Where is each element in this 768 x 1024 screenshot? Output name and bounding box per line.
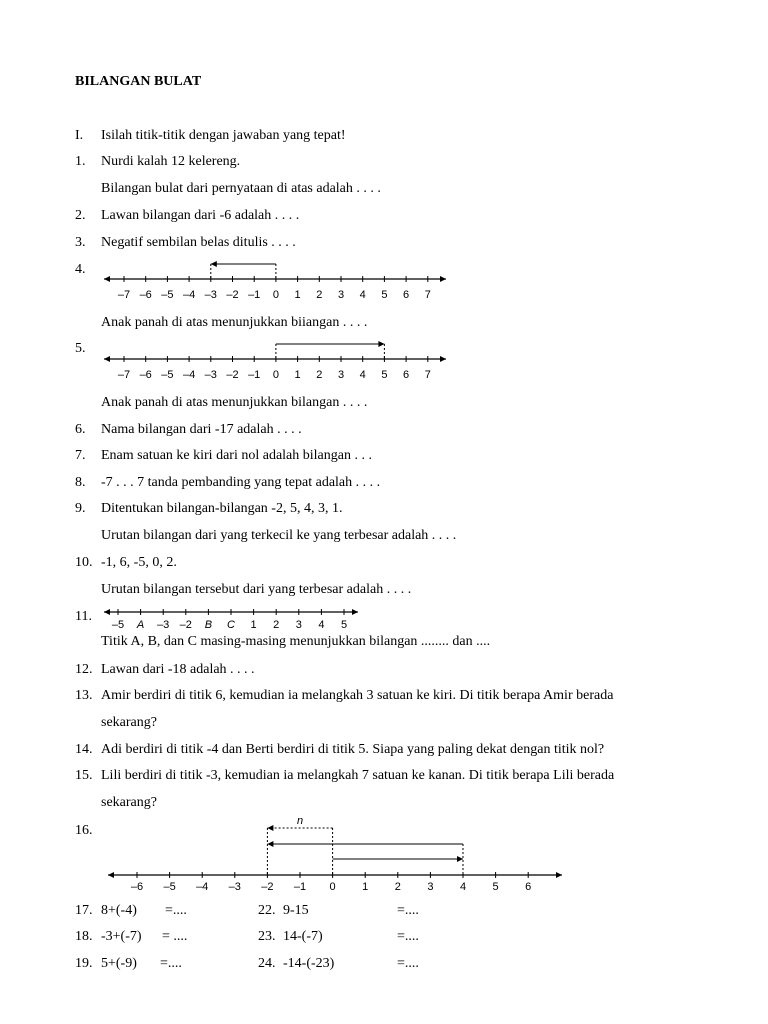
q18-expression: -3+(-7) (101, 929, 142, 944)
nl5-tick-label: 1 (294, 369, 301, 381)
nl16-tick-label: 2 (394, 881, 401, 893)
q2-number: 2. (75, 208, 86, 223)
nl16-tick-label: 3 (427, 881, 434, 893)
q9-text: Ditentukan bilangan-bilangan -2, 5, 4, 3, 1. (101, 501, 343, 516)
q22-expression: 9-15 (283, 903, 309, 918)
nl5-axis-left-arrow (104, 356, 110, 362)
nl16-tick-label: –6 (130, 881, 144, 893)
nl11-tick-label: –5 (111, 619, 125, 631)
nl4-tick-label: 2 (316, 289, 323, 301)
nl5-tick-label: 3 (337, 369, 345, 381)
q11-number: 11. (75, 609, 92, 624)
nl16-tick-label: 4 (459, 881, 467, 893)
nl11-tick-label: 1 (250, 619, 257, 631)
q18-answer-blank: = .... (162, 929, 188, 944)
q24-number: 24. (258, 956, 276, 971)
nl16-n-arrow-head (267, 825, 273, 831)
section-instruction: Isilah titik-titik dengan jawaban yang tepat! (101, 128, 346, 143)
q6-number: 6. (75, 422, 86, 437)
nl4-tick-label: –6 (139, 289, 152, 301)
q13-text-2: sekarang? (101, 715, 157, 730)
nl16-n-label: n (296, 815, 304, 827)
q23-answer-blank: =.... (397, 929, 419, 944)
nl4-arrow-head (211, 261, 217, 267)
nl11-tick-label: –3 (157, 619, 170, 631)
nl5-tick-label: 4 (359, 369, 366, 381)
q19-expression: 5+(-9) (101, 956, 137, 971)
q1-number: 1. (75, 154, 86, 169)
nl16-arrow1-head (267, 841, 273, 847)
nl4-tick-label: 6 (403, 289, 410, 301)
nl5-tick-label: 7 (424, 369, 431, 381)
nl4-tick-label: –1 (248, 289, 261, 301)
nl5-tick-label: –5 (161, 369, 174, 381)
q3-text: Negatif sembilan belas ditulis . . . . (101, 235, 296, 250)
q12-number: 12. (75, 662, 93, 677)
nl11-tick-label: 5 (340, 619, 348, 631)
nl11-tick-label: B (204, 619, 213, 631)
nl5-tick-label: –3 (204, 369, 217, 381)
q13-text: Amir berdiri di titik 6, kemudian ia melangkah 3 satuan ke kiri. Di titik berapa Amir berada (101, 688, 614, 703)
nl4-tick-label: 7 (424, 289, 431, 301)
nl11-tick-label: –2 (179, 619, 192, 631)
nl4-tick-label: –2 (226, 289, 239, 301)
q8-number: 8. (75, 475, 86, 490)
nl16-tick-label: 0 (329, 881, 336, 893)
nl16-tick-label: 1 (362, 881, 369, 893)
nl16-arrow2-head (457, 856, 463, 862)
q19-number: 19. (75, 956, 93, 971)
nl16-tick-label: –1 (293, 881, 307, 893)
nl4-tick-label: –4 (182, 289, 196, 301)
nl5-tick-label: 6 (403, 369, 410, 381)
nl4-tick-label: 0 (272, 289, 279, 301)
nl5-tick-label: –4 (182, 369, 196, 381)
q1-text: Nurdi kalah 12 kelereng. (101, 154, 241, 169)
nl4-tick-label: –5 (161, 289, 174, 301)
q18-number: 18. (75, 929, 93, 944)
nl4-tick-label: 3 (337, 289, 345, 301)
nl11-axis-right-arrow (352, 609, 358, 615)
nl11-tick-label: A (136, 619, 145, 631)
q19-answer-blank: =.... (160, 956, 182, 971)
nl5-tick-label: 2 (316, 369, 323, 381)
q15-number: 15. (75, 768, 93, 783)
q4-caption: Anak panah di atas menunjukkan biiangan . . . . (101, 315, 368, 330)
q17-number: 17. (75, 903, 93, 918)
nl16-tick-label: –3 (228, 881, 241, 893)
nl11-tick-label: C (227, 619, 235, 631)
nl11-tick-label: 2 (273, 619, 280, 631)
q13-number: 13. (75, 688, 93, 703)
nl11-tick-label: 4 (318, 619, 325, 631)
q22-number: 22. (258, 903, 276, 918)
q22-answer-blank: =.... (397, 903, 419, 918)
nl5-tick-label: –6 (139, 369, 152, 381)
q15-text: Lili berdiri di titik -3, kemudian ia melangkah 7 satuan ke kanan. Di titik berapa Lili berada (101, 768, 615, 783)
number-line-5 (100, 338, 450, 384)
q11-caption: Titik A, B, dan C masing-masing menunjukkan bilangan ........ dan .... (101, 634, 491, 649)
q24-expression: -14-(-23) (283, 956, 335, 971)
nl5-tick-label: 5 (381, 369, 388, 381)
nl16-tick-label: 5 (492, 881, 499, 893)
q3-number: 3. (75, 235, 86, 250)
section-number: I. (75, 128, 84, 143)
q9-text-2: Urutan bilangan dari yang terkecil ke yang terbesar adalah . . . . (101, 528, 457, 543)
q14-text: Adi berdiri di titik -4 dan Berti berdiri di titik 5. Siapa yang paling dekat dengan titik nol? (101, 742, 605, 757)
page-title: BILANGAN BULAT (75, 74, 202, 89)
nl4-tick-label: –3 (204, 289, 217, 301)
q17-expression: 8+(-4) (101, 903, 137, 918)
q16-number: 16. (75, 823, 93, 838)
nl4-tick-label: –7 (117, 289, 131, 301)
nl11-axis-left-arrow (104, 609, 110, 615)
nl5-tick-label: –2 (226, 369, 239, 381)
nl5-tick-label: –7 (117, 369, 131, 381)
q17-answer-blank: =.... (165, 903, 187, 918)
q24-answer-blank: =.... (397, 956, 419, 971)
number-line-11 (100, 605, 365, 635)
q15-text-2: sekarang? (101, 795, 157, 810)
nl16-tick-label: –2 (261, 881, 274, 893)
q1-text-2: Bilangan bulat dari pernyataan di atas adalah . . . . (101, 181, 381, 196)
number-line-4 (100, 258, 450, 304)
nl16-axis-right-arrow (556, 872, 562, 878)
q6-text: Nama bilangan dari -17 adalah . . . . (101, 422, 302, 437)
q10-text-2: Urutan bilangan tersebut dari yang terbesar adalah . . . . (101, 582, 412, 597)
q7-text: Enam satuan ke kiri dari nol adalah bilangan . . . (101, 448, 372, 463)
number-line-16 (100, 812, 570, 894)
q14-number: 14. (75, 742, 93, 757)
nl16-tick-label: 6 (525, 881, 532, 893)
nl5-tick-label: 0 (272, 369, 279, 381)
q2-text: Lawan bilangan dari -6 adalah . . . . (101, 208, 300, 223)
q8-text: -7 . . . 7 tanda pembanding yang tepat adalah . . . . (101, 475, 381, 490)
nl5-axis-right-arrow (440, 356, 446, 362)
nl5-arrow-head (378, 341, 384, 347)
nl5-tick-label: –1 (248, 369, 261, 381)
q7-number: 7. (75, 448, 86, 463)
q23-number: 23. (258, 929, 276, 944)
q10-number: 10. (75, 555, 93, 570)
nl4-tick-label: 1 (294, 289, 301, 301)
nl11-tick-label: 3 (295, 619, 302, 631)
nl4-axis-left-arrow (104, 276, 110, 282)
q5-number: 5. (75, 341, 86, 356)
nl4-axis-right-arrow (440, 276, 446, 282)
q23-expression: 14-(-7) (283, 929, 323, 944)
q9-number: 9. (75, 501, 86, 516)
nl16-tick-label: –4 (196, 881, 209, 893)
q12-text: Lawan dari -18 adalah . . . . (101, 662, 255, 677)
q5-caption: Anak panah di atas menunjukkan bilangan . . . . (101, 395, 368, 410)
nl4-tick-label: 5 (381, 289, 388, 301)
nl4-tick-label: 4 (359, 289, 366, 301)
q4-number: 4. (75, 262, 86, 277)
nl16-tick-label: –5 (163, 881, 176, 893)
q10-text: -1, 6, -5, 0, 2. (101, 555, 177, 570)
nl16-axis-left-arrow (108, 872, 114, 878)
